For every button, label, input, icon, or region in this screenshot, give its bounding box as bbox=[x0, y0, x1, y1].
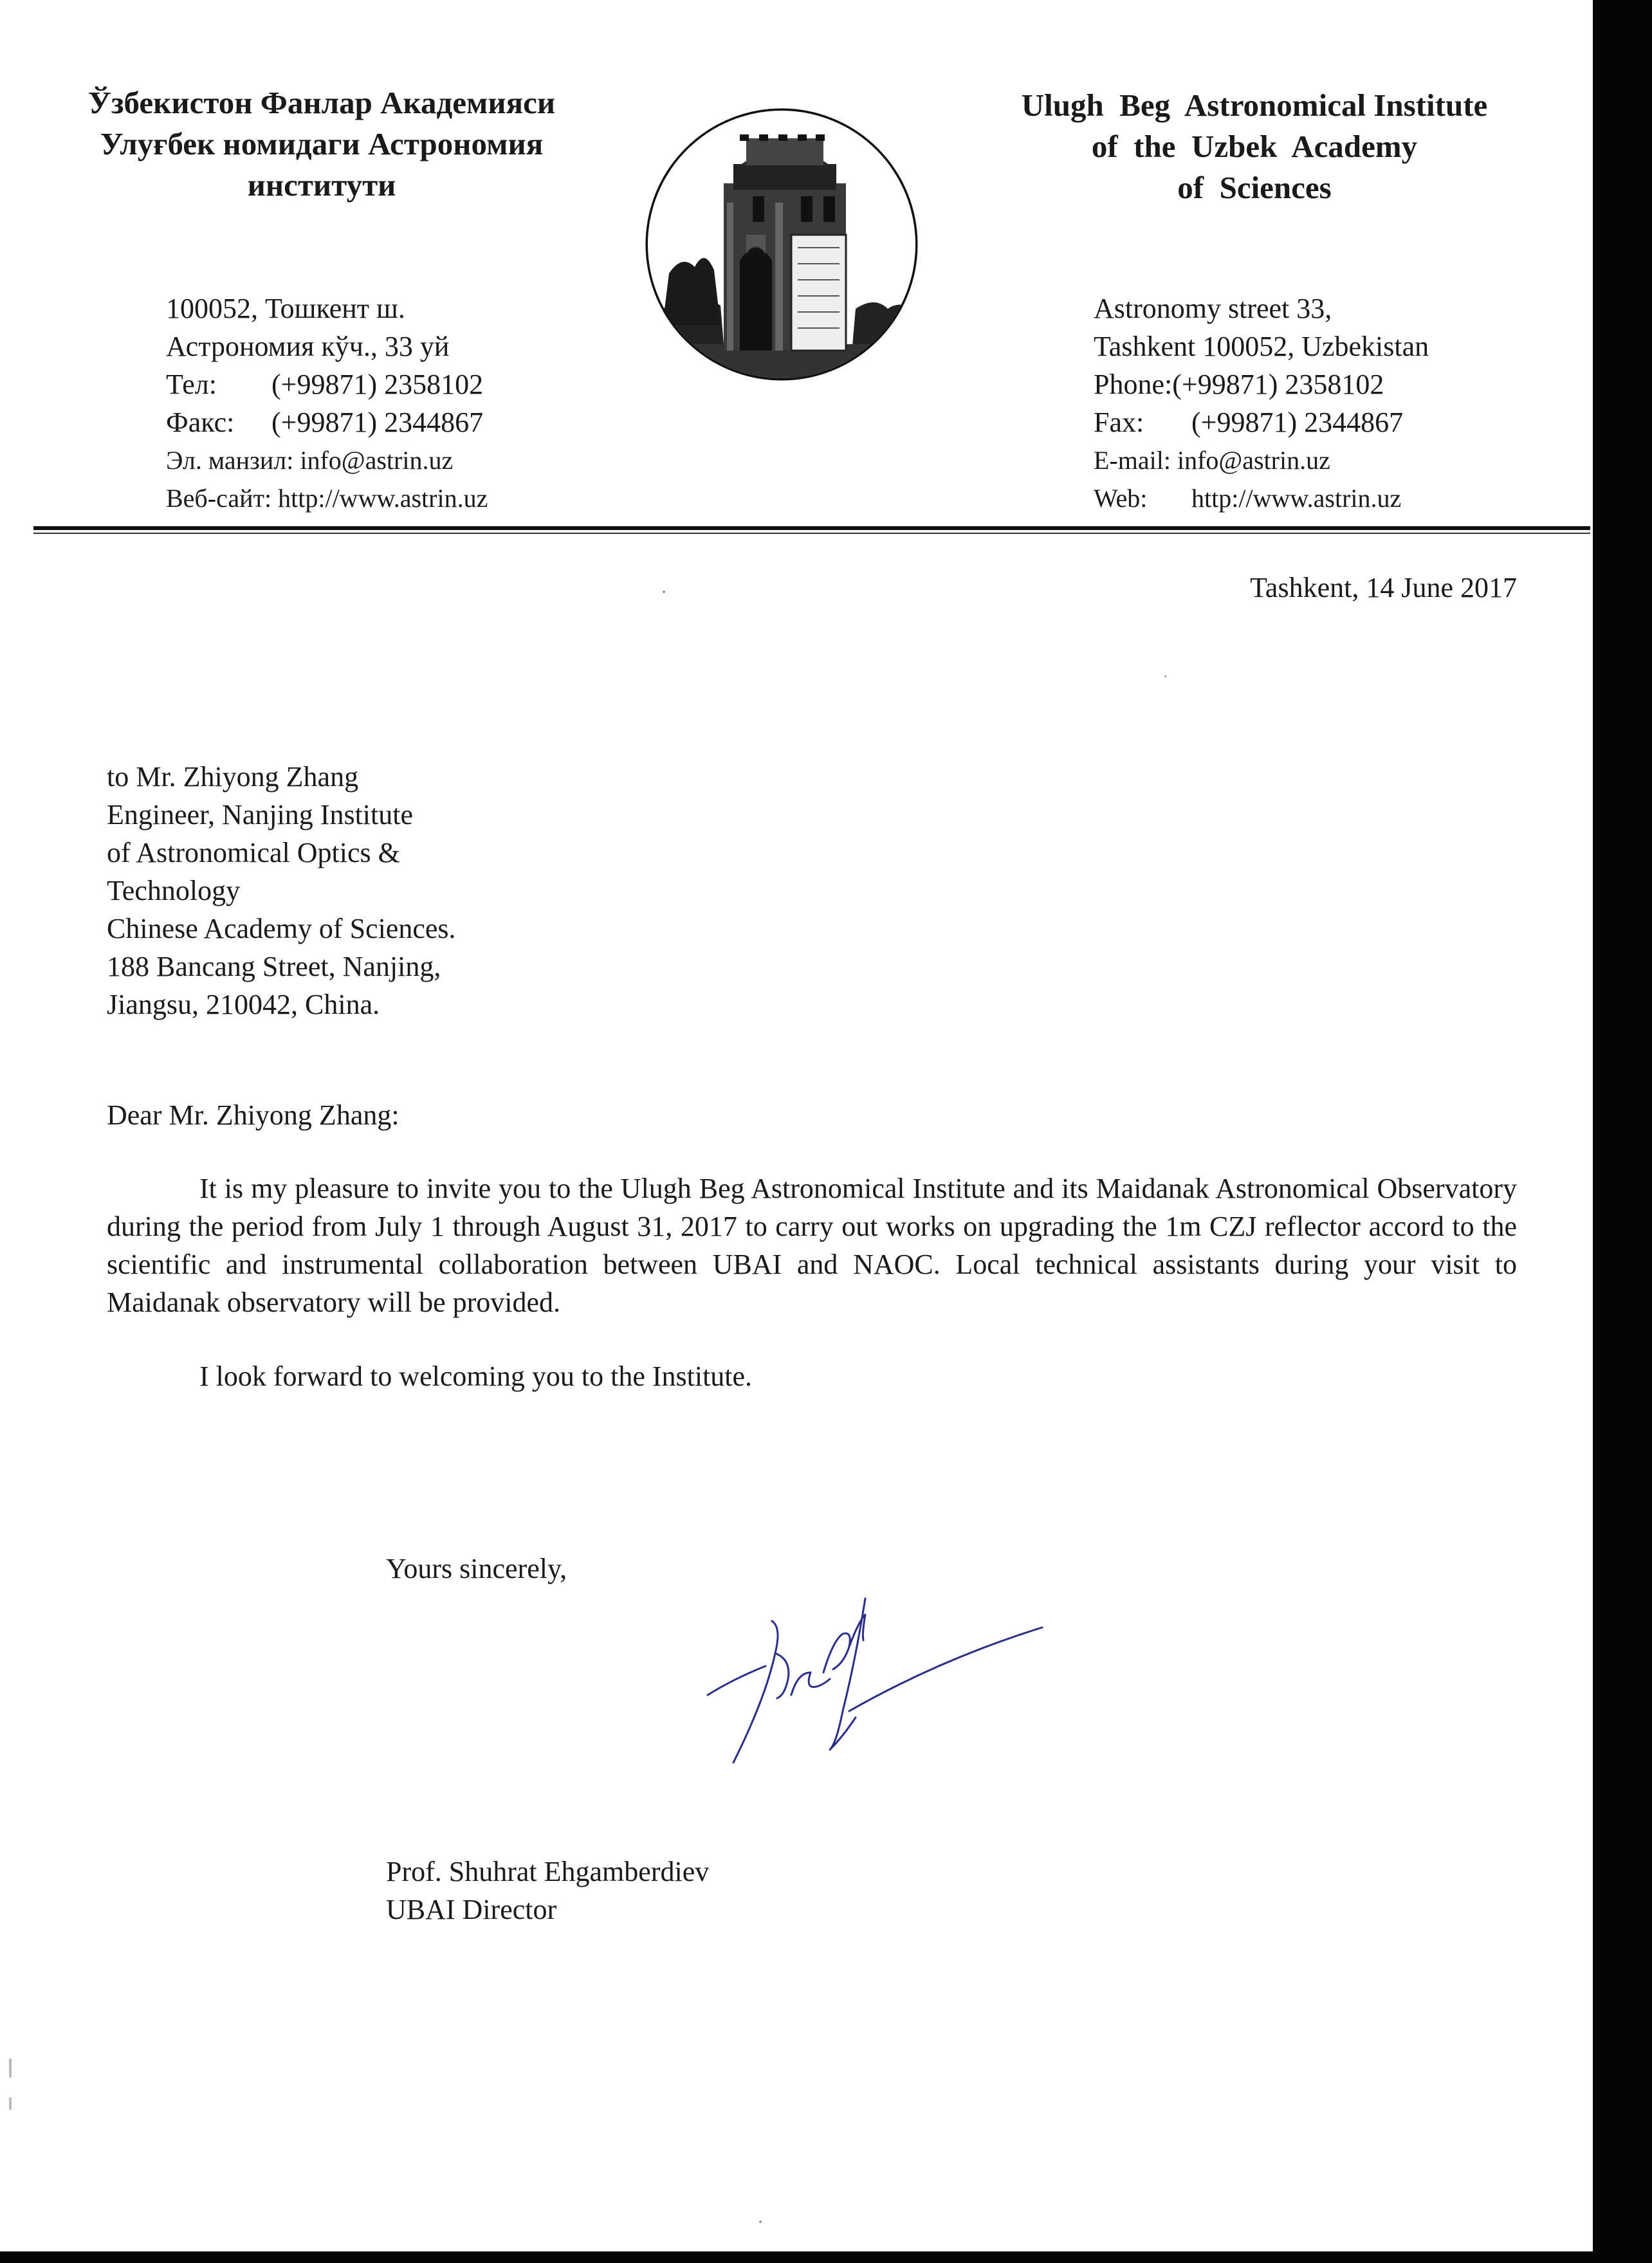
address-left-line-1: 100052, Тошкент ш. bbox=[166, 293, 405, 324]
recipient-line-1: to Mr. Zhiyong Zhang bbox=[107, 761, 359, 793]
address-right-web: http://www.astrin.uz bbox=[1191, 484, 1402, 513]
address-left-phone: (+99871) 2358102 bbox=[271, 369, 484, 400]
scan-edge-bottom bbox=[0, 2251, 1652, 2263]
scan-edge-right bbox=[1593, 0, 1652, 2263]
address-left-fax-label: Факс: bbox=[166, 407, 235, 438]
header-right-institution bbox=[965, 85, 1544, 208]
header-left-institution bbox=[0, 82, 643, 206]
address-right-fax-row bbox=[1094, 403, 1429, 441]
header-right-line-2: of the Uzbek Academy bbox=[1091, 129, 1418, 164]
address-left-email: info@astrin.uz bbox=[300, 446, 454, 475]
address-right-phone-label: Phone: bbox=[1094, 369, 1173, 400]
letter-body-paragraph-2: I look forward to welcoming you to the Institute. bbox=[199, 1361, 753, 1392]
address-left-web: http://www.astrin.uz bbox=[278, 484, 488, 513]
scan-speck bbox=[9, 2058, 12, 2078]
salutation: Dear Mr. Zhiyong Zhang: bbox=[107, 1099, 399, 1131]
address-right-phone: (+99871) 2358102 bbox=[1172, 369, 1384, 400]
header-right-line-1: Ulugh Beg Astronomical Institute bbox=[1021, 87, 1488, 123]
address-right-phone-row bbox=[1094, 365, 1429, 403]
recipient-address bbox=[107, 758, 456, 1023]
address-block-english bbox=[1094, 289, 1429, 517]
header-left-line-1: Ўзбекистон Фанлар Академияси bbox=[87, 85, 556, 120]
scan-speck bbox=[1164, 675, 1166, 677]
address-right-web-row bbox=[1094, 479, 1429, 517]
signer-title: UBAI Director bbox=[386, 1894, 557, 1925]
letter-body-paragraph-1: It is my pleasure to invite you to the Ulugh Beg Astronomical Institute and its Maidanak Astronomical Observatory during the period from July 1 through August 31, 2017 to carry out works on upgrading the 1m CZJ reflector accord to the scientific and instrumental collaboration between UBAI and NAOC. Local technical assistants during your visit to Maidanak observatory will be provided. bbox=[107, 1173, 1517, 1318]
header-right-line-3: of Sciences bbox=[1177, 170, 1332, 205]
address-right-line-2: Tashkent 100052, Uzbekistan bbox=[1094, 331, 1429, 362]
address-left-web-label: Веб-сайт: bbox=[166, 484, 272, 513]
address-left-fax: (+99871) 2344867 bbox=[271, 407, 484, 438]
address-left-web-row bbox=[166, 479, 488, 517]
signer-name: Prof. Shuhrat Ehgamberdiev bbox=[386, 1856, 710, 1887]
address-left-email-label: Эл. манзил: bbox=[166, 446, 294, 475]
signer-block bbox=[386, 1853, 709, 1929]
recipient-line-5: Chinese Academy of Sciences. bbox=[107, 913, 456, 944]
header-divider bbox=[33, 526, 1590, 530]
recipient-line-2: Engineer, Nanjing Institute bbox=[107, 799, 414, 830]
header-left-line-2: Улуғбек номидаги Астрономия bbox=[100, 126, 544, 161]
address-left-email-row bbox=[166, 441, 488, 479]
address-right-email: info@astrin.uz bbox=[1177, 446, 1330, 475]
address-left-line-2: Астрономия кўч., 33 уй bbox=[166, 331, 450, 362]
address-block-uzbek bbox=[166, 289, 488, 517]
address-right-web-label: Web: bbox=[1094, 484, 1148, 513]
recipient-line-7: Jiangsu, 210042, China. bbox=[107, 989, 380, 1020]
address-left-phone-label: Тел: bbox=[166, 369, 217, 400]
recipient-line-6: 188 Bancang Street, Nanjing, bbox=[107, 951, 441, 982]
address-right-fax-label: Fax: bbox=[1094, 407, 1144, 438]
header-left-line-3: институти bbox=[247, 167, 396, 203]
scan-speck bbox=[663, 591, 665, 593]
address-right-email-label: E-mail: bbox=[1094, 446, 1171, 475]
scan-speck bbox=[759, 2221, 762, 2223]
handwritten-signature bbox=[695, 1582, 1055, 1814]
closing: Yours sincerely, bbox=[386, 1553, 567, 1584]
header-divider-thin bbox=[33, 533, 1590, 534]
letter-date: Tashkent, 14 June 2017 bbox=[1250, 572, 1517, 603]
address-left-fax-row bbox=[166, 403, 488, 441]
address-right-fax: (+99871) 2344867 bbox=[1191, 407, 1404, 438]
address-right-email-row bbox=[1094, 441, 1429, 479]
observatory-tower-emblem bbox=[643, 106, 920, 383]
recipient-line-3: of Astronomical Optics & bbox=[107, 837, 400, 868]
address-left-phone-row bbox=[166, 365, 488, 403]
scan-speck bbox=[9, 2097, 12, 2110]
address-right-line-1: Astronomy street 33, bbox=[1094, 293, 1332, 324]
recipient-line-4: Technology bbox=[107, 875, 241, 906]
